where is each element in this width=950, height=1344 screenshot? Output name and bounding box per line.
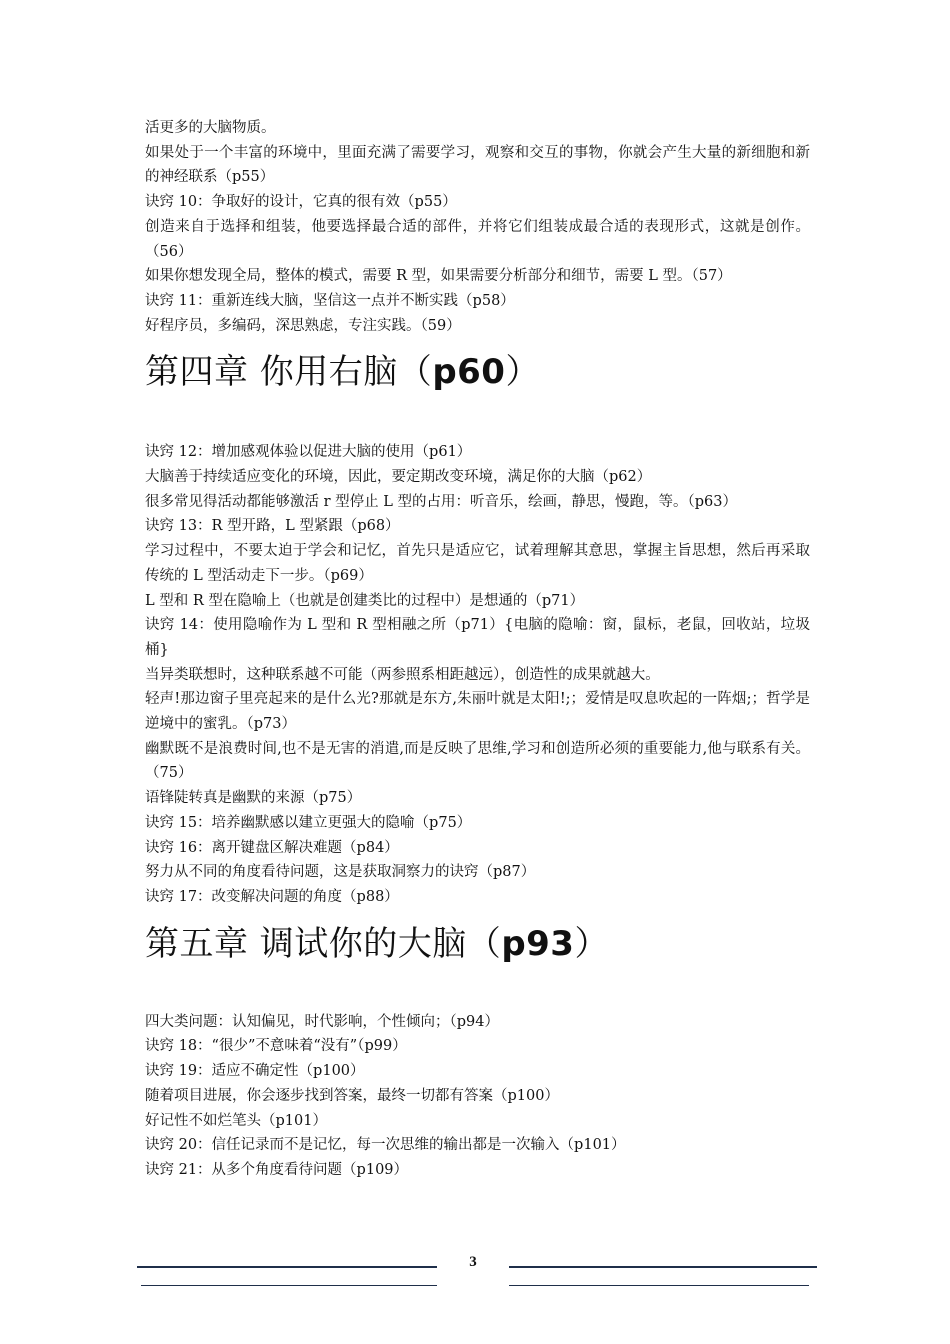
text-line: 好记性不如烂笔头（p101） bbox=[145, 1112, 327, 1129]
text-line: 创造来自于选择和组装，他要选择最合适的部件，并将它们组装成最合适的表现形式，这就是创作。（56） bbox=[145, 218, 810, 260]
text-line: 努力从不同的角度看待问题，这是获取洞察力的诀窍（p87） bbox=[145, 864, 536, 881]
text-line: 诀窍 20：信任记录而不是记忆，每一次思维的输出都是一次输入（p101） bbox=[145, 1137, 626, 1154]
text-line: 随着项目进展，你会逐步找到答案，最终一切都有答案（p100） bbox=[145, 1087, 559, 1104]
chapter-title: 第五章 调试你的大脑（ bbox=[145, 923, 502, 964]
footer-rule-right-top bbox=[509, 1266, 817, 1268]
chapter-title: 第四章 你用右脑（ bbox=[145, 352, 433, 393]
text-line: 诀窍 18：“很少”不意味着“没有”（p99） bbox=[145, 1038, 407, 1055]
text-line: L 型和 R 型在隐喻上（也就是创建类比的过程中）是想通的（p71） bbox=[145, 592, 585, 609]
chapter-5-heading bbox=[145, 922, 810, 966]
chapter-close: ） bbox=[574, 923, 609, 964]
footer-rule-right-bottom bbox=[509, 1285, 809, 1286]
chapter-page: p60 bbox=[432, 352, 506, 393]
text-line: 诀窍 17：改变解决问题的角度（p88） bbox=[145, 888, 399, 905]
text-line: 诀窍 14：使用隐喻作为 L 型和 R 型相融之所（p71）{电脑的隐喻：窗，鼠标，老鼠，回收站，垃圾桶} bbox=[145, 617, 810, 658]
page-footer bbox=[137, 1252, 819, 1292]
section-chapter-4 bbox=[145, 440, 810, 909]
text-line: 很多常见得活动都能够激活 r 型停止 L 型的占用：听音乐，绘画，静思，慢跑，等。（p63） bbox=[145, 493, 737, 510]
text-line: 幽默既不是浪费时间,也不是无害的消遣,而是反映了思维,学习和创造所必须的重要能力,他与联系有关。（75） bbox=[145, 740, 810, 782]
page-number: 3 bbox=[469, 1254, 477, 1270]
text-line: 诀窍 16：离开键盘区解决难题（p84） bbox=[145, 839, 399, 856]
text-line: 好程序员，多编码，深思熟虑，专注实践。（59） bbox=[145, 317, 461, 334]
text-line: 轻声!那边窗子里亮起来的是什么光?那就是东方,朱丽叶就是太阳!;；爱情是叹息吹起的一阵烟;；哲学是逆境中的蜜乳。（p73） bbox=[145, 691, 810, 733]
chapter-page: p93 bbox=[501, 923, 575, 964]
text-line: 大脑善于持续适应变化的环境，因此，要定期改变环境，满足你的大脑（p62） bbox=[145, 469, 652, 486]
text-line: 诀窍 15：培养幽默感以建立更强大的隐喻（p75） bbox=[145, 814, 472, 831]
text-line: 活更多的大脑物质。 bbox=[145, 120, 276, 136]
text-line: 如果你想发现全局，整体的模式，需要 R 型，如果需要分析部分和细节，需要 L 型。（57） bbox=[145, 268, 732, 285]
section-chapter-5 bbox=[145, 1010, 810, 1183]
text-line: 诀窍 19：适应不确定性（p100） bbox=[145, 1063, 365, 1080]
text-line: 四大类问题：认知偏见，时代影响，个性倾向；（p94） bbox=[145, 1013, 499, 1030]
section-top bbox=[145, 116, 810, 338]
text-line: 诀窍 11：重新连线大脑，坚信这一点并不断实践（p58） bbox=[145, 292, 515, 309]
footer-rule-left-top bbox=[137, 1266, 437, 1268]
text-line: 诀窍 12：增加感观体验以促进大脑的使用（p61） bbox=[145, 444, 472, 461]
text-line: 当异类联想时，这种联系越不可能（两参照系相距越远），创造性的成果就越大。 bbox=[145, 666, 660, 683]
text-line: 诀窍 10：争取好的设计，它真的很有效（p55） bbox=[145, 194, 457, 211]
document-body bbox=[145, 116, 810, 1183]
text-line: 诀窍 21：从多个角度看待问题（p109） bbox=[145, 1161, 409, 1178]
text-line: 诀窍 13：R 型开路，L 型紧跟（p68） bbox=[145, 518, 400, 535]
chapter-4-heading bbox=[145, 350, 810, 394]
text-line: 学习过程中，不要太迫于学会和记忆，首先只是适应它，试着理解其意思，掌握主旨思想，然后再采取传统的 L 型活动走下一步。（p69） bbox=[145, 543, 810, 584]
footer-rule-left-bottom bbox=[141, 1285, 437, 1286]
text-line: 如果处于一个丰富的环境中，里面充满了需要学习，观察和交互的事物，你就会产生大量的新细胞和新的神经联系（p55） bbox=[145, 144, 810, 186]
chapter-close: ） bbox=[505, 352, 540, 393]
text-line: 语锋陡转真是幽默的来源（p75） bbox=[145, 790, 362, 807]
